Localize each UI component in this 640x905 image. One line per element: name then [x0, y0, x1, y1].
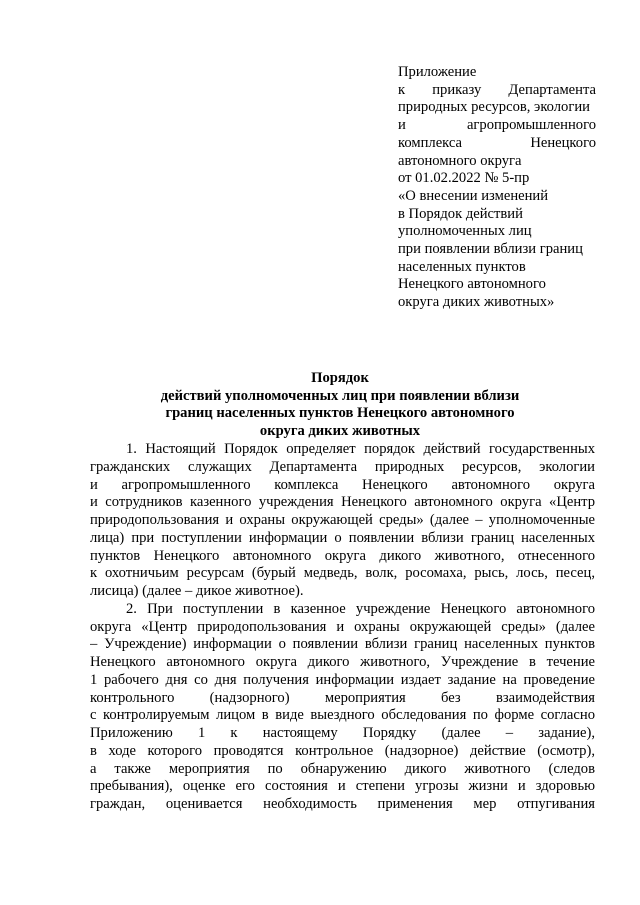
- body-line: лица) при поступлении информации о появлении вблизи границ населенных: [90, 529, 595, 546]
- body-line: 1. Настоящий Порядок определяет порядок действий государственных: [126, 441, 595, 457]
- body-line: а также мероприятия по обнаружению дикого животного (следов: [90, 760, 595, 777]
- appendix-line: комплекса Ненецкого: [398, 134, 596, 151]
- title-line: действий уполномоченных лиц при появлении вблизи: [160, 387, 520, 404]
- body-line: пребывания), оценке его состояния и степени угрозы жизни и здоровью: [90, 778, 595, 795]
- body-line: природопользования и охраны окружающей среды» (далее – уполномоченные: [90, 512, 595, 528]
- appendix-line: Приложение: [398, 64, 477, 80]
- body-line: Приложению 1 к настоящему Порядку (далее – задание),: [90, 725, 595, 741]
- appendix-line: автономного округа: [398, 152, 522, 169]
- document-title: [90, 370, 590, 441]
- body-line: и агропромышленного комплекса Ненецкого автономного округа: [90, 476, 595, 493]
- body-line: – Учреждение) информации о появлении вблизи границ населенных пунктов: [90, 636, 595, 653]
- appendix-line: «О внесении изменений: [398, 187, 549, 204]
- appendix-line: к приказу Департамента: [398, 81, 596, 98]
- appendix-line: уполномоченных лиц: [398, 223, 532, 240]
- appendix-line: природных ресурсов, экологии: [398, 99, 590, 116]
- body-line: 1 рабочего дня со дня получения информации издает задание на проведение: [90, 671, 595, 688]
- body-line: граждан, оценивается необходимость применения мер отпугивания: [90, 796, 595, 812]
- appendix-header: [398, 64, 596, 312]
- body-line: контрольного (надзорного) мероприятия без взаимодействия: [90, 689, 595, 706]
- body-line: 2. При поступлении в казенное учреждение Ненецкого автономного: [126, 600, 595, 617]
- title-line: Порядок: [311, 370, 369, 386]
- appendix-line: населенных пунктов: [398, 258, 526, 275]
- appendix-line: от 01.02.2022 № 5-пр: [398, 170, 530, 187]
- appendix-line: округа диких животных»: [398, 294, 555, 311]
- body-line: с контролируемым лицом в виде выездного обследования по форме согласно: [90, 707, 595, 724]
- body-line: округа «Центр природопользования и охраны окружающей среды» (далее: [90, 618, 595, 635]
- body-line: пунктов Ненецкого автономного округа дикого животного, отнесенного: [90, 547, 595, 564]
- title-line: округа диких животных: [259, 423, 421, 440]
- appendix-line: в Порядок действий: [398, 205, 523, 222]
- title-line: границ населенных пунктов Ненецкого автономного: [165, 405, 515, 422]
- appendix-line: и агропромышленного: [398, 117, 596, 134]
- body-line: и сотрудников казенного учреждения Ненецкого автономного округа «Центр: [90, 494, 595, 511]
- document-body: [90, 441, 595, 814]
- appendix-line: при появлении вблизи границ: [398, 241, 583, 258]
- body-line: к охотничьим ресурсам (бурый медведь, волк, росомаха, рысь, лось, песец,: [90, 565, 595, 582]
- appendix-line: Ненецкого автономного: [398, 276, 546, 293]
- body-line: Ненецкого автономного округа дикого животного, Учреждение в течение: [90, 654, 595, 670]
- body-line: гражданских служащих Департамента природных ресурсов, экологии: [90, 458, 595, 475]
- body-line: в ходе которого проводятся контрольное (надзорное) действие (осмотр),: [90, 742, 595, 759]
- body-line: лисица) (далее – дикое животное).: [90, 583, 304, 599]
